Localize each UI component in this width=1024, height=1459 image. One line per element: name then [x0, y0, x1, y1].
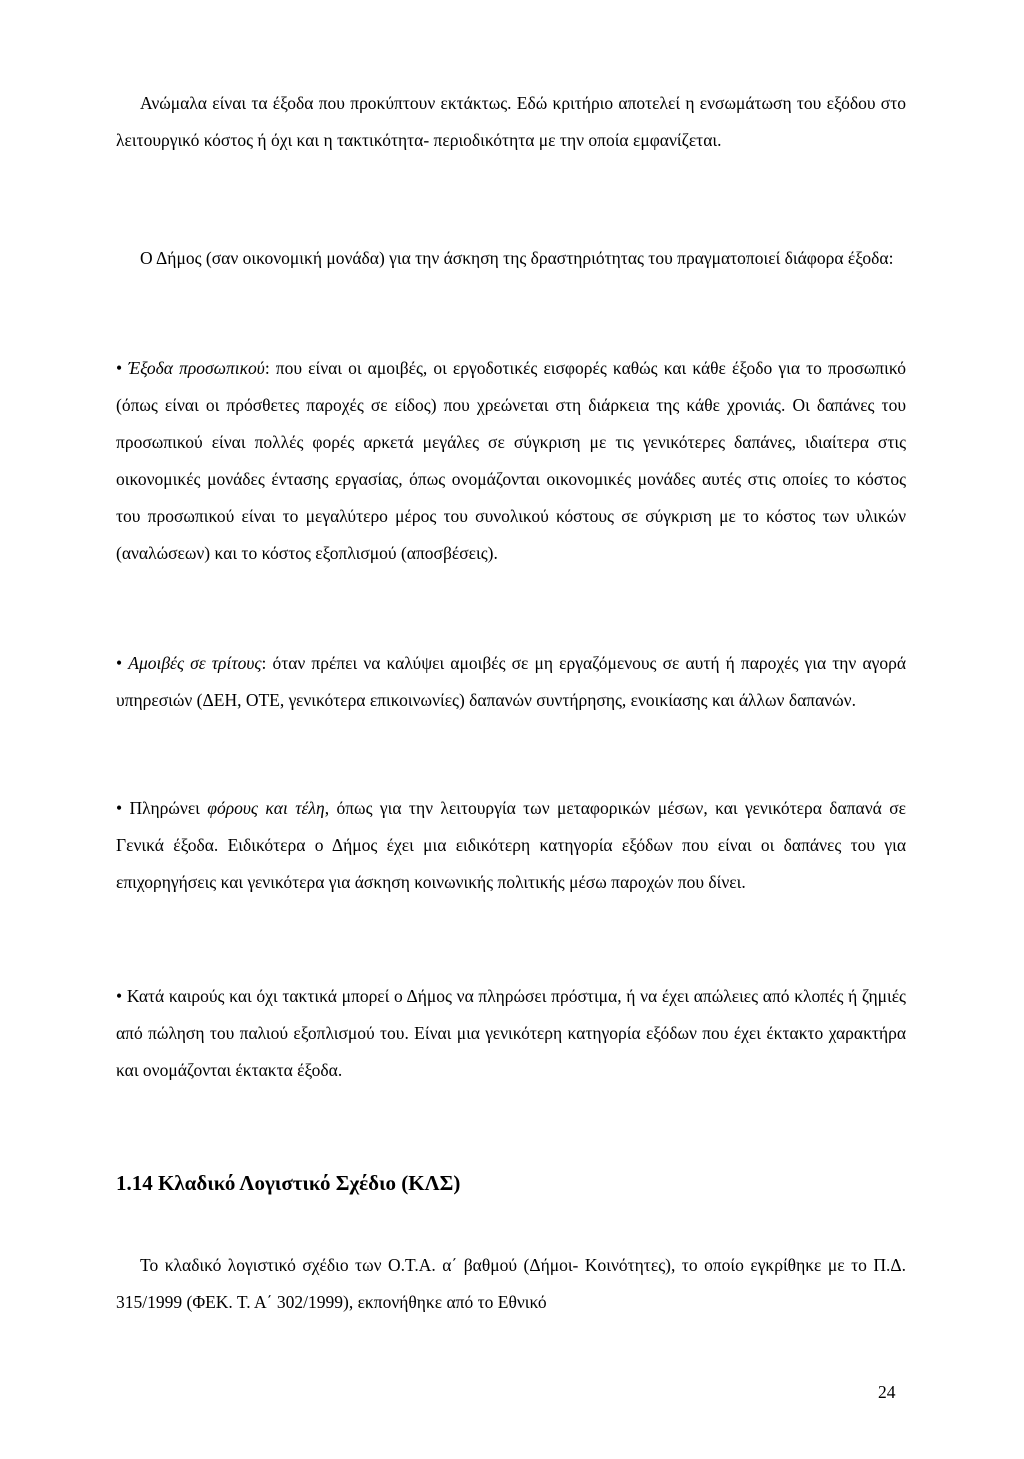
- bullet-third-party-fees: [116, 645, 906, 719]
- bullet-taxes-and-fees: [116, 790, 906, 901]
- bullet-body: : που είναι οι αμοιβές, οι εργοδοτικές εισφορές καθώς και κάθε έξοδο για το προσωπικό (όπως είναι οι πρόσθετες παροχές σε είδος) που χρεώνεται στη διάρκεια της κάθε χρονιάς. Οι δαπάνες του προσωπικού είναι πολλές φορές αρκετά μεγάλες σε σύγκριση με τις γενικότερες δαπάνες, ιδιαίτερα στις οικονομικές μονάδες έντασης εργασίας, όπως ονομάζονται οικονομικές μονάδες αυτές στις οποίες το κόστος του προσωπικού είναι το μεγαλύτερο μέρος του συνολικού κόστους σε σύγκριση με το κόστος των υλικών (αναλώσεων) και το κόστος εξοπλισμού (αποσβέσεις).: [116, 358, 906, 563]
- paragraph-municipality-expenses: Ο Δήμος (σαν οικονομική μονάδα) για την άσκηση της δραστηριότητας του πραγματοποιεί διάφορα έξοδα:: [140, 248, 894, 268]
- page-number: 24: [878, 1382, 896, 1402]
- bullet-marker: •: [116, 986, 123, 1006]
- bullet-body: , όπως για την λειτουργία των μεταφορικών μέσων, και γενικότερα δαπανά σε Γενικά έξοδα. Ειδικότερα ο Δήμος έχει μια ειδικότερη κατηγορία εξόδων που είναι οι δαπάνες του για επιχορηγήσεις και γενικότερα για άσκηση κοινωνικής πολιτικής μέσω παροχών που δίνει.: [116, 798, 906, 892]
- bullet-personnel-expenses: [116, 350, 906, 572]
- bullet-marker: •: [116, 358, 123, 378]
- bullet-term: Έξοδα προσωπικού: [128, 358, 265, 378]
- section-heading: 1.14 Κλαδικό Λογιστικό Σχέδιο (ΚΛΣ): [116, 1171, 461, 1195]
- bullet-term: Αμοιβές σε τρίτους: [128, 653, 262, 673]
- bullet-marker: •: [116, 653, 123, 673]
- bullet-extraordinary-expenses: [116, 978, 906, 1089]
- bullet-term: φόρους και τέλη: [207, 798, 325, 818]
- paragraph-abnormal-expenses: Ανώμαλα είναι τα έξοδα που προκύπτουν εκτάκτως. Εδώ κριτήριο αποτελεί η ενσωμάτωση του εξόδου στο λειτουργικό κόστος ή όχι και η τακτικότητα- περιοδικότητα με την οποία εμφανίζεται.: [116, 93, 906, 150]
- bullet-prefix: Πληρώνει: [129, 798, 208, 818]
- bullet-marker: •: [116, 798, 123, 818]
- bullet-body: : όταν πρέπει να καλύψει αμοιβές σε μη εργαζόμενους σε αυτή ή παροχές για την αγορά υπηρεσιών (ΔΕΗ, ΟΤΕ, γενικότερα επικοινωνίες) δαπανών συντήρησης, ενοικίασης και άλλων δαπανών.: [116, 653, 906, 710]
- bullet-body: Κατά καιρούς και όχι τακτικά μπορεί ο Δήμος να πληρώσει πρόστιμα, ή να έχει απώλειες από κλοπές ή ζημιές από πώληση του παλιού εξοπλισμού του. Είναι μια γενικότερη κατηγορία εξόδων που έχει έκτακτο χαρακτήρα και ονομάζονται έκτακτα έξοδα.: [116, 986, 906, 1080]
- paragraph-accounting-plan: Το κλαδικό λογιστικό σχέδιο των Ο.Τ.Α. α΄ βαθμού (Δήμοι- Κοινότητες), το οποίο εγκρίθηκε με το Π.Δ. 315/1999 (ΦΕΚ. Τ. Α΄ 302/1999), εκπονήθηκε από το Εθνικό: [116, 1255, 906, 1312]
